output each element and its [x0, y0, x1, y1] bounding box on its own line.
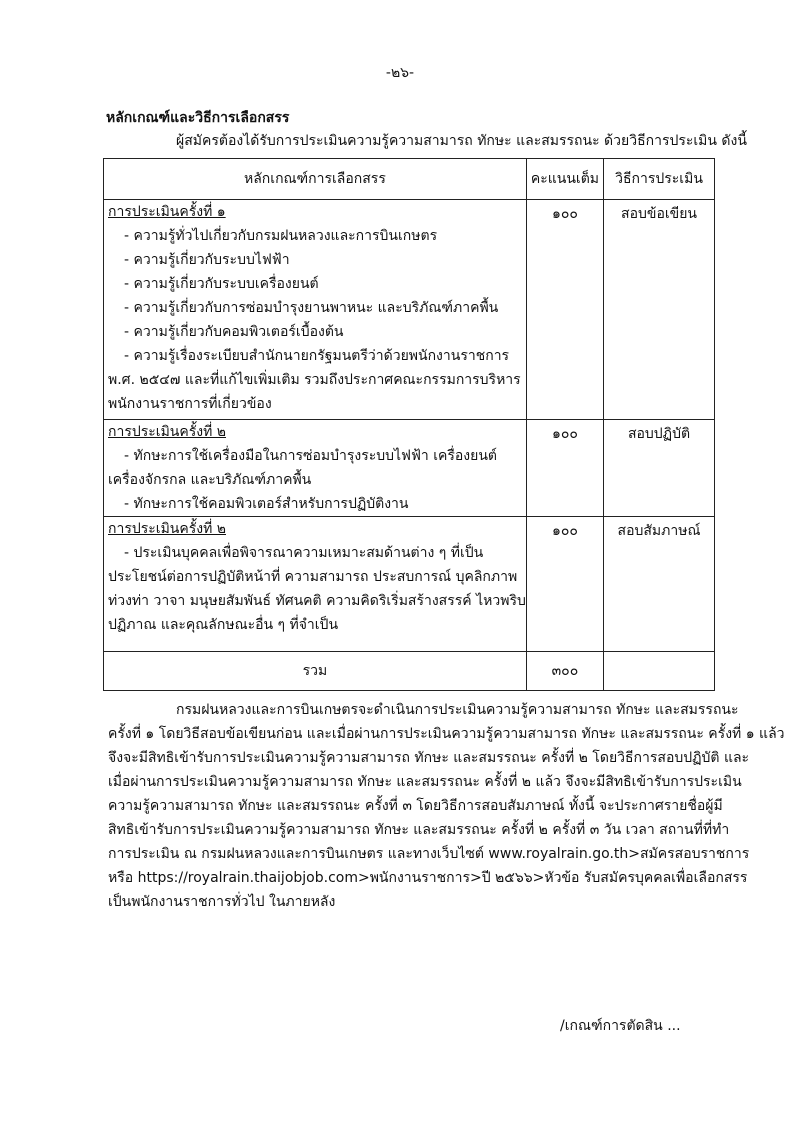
score-cell: ๑๐๐ [526, 517, 603, 652]
score-cell: ๑๐๐ [526, 420, 603, 517]
paragraph-line: การประเมิน ณ กรมฝนหลวงและการบินเกษตร และทางเว็บไซต์ www.royalrain.go.th>สมัครสอบราชการ [108, 846, 750, 862]
continuation-note: /เกณฑ์การตัดสิน ... [560, 1018, 681, 1034]
row-line: - ความรู้เรื่องระเบียบสำนักนายกรัฐมนตรีว่าด้วยพนักงานราชการ [124, 348, 510, 364]
criteria-cell [104, 517, 527, 652]
row-line: - ทักษะการใช้เครื่องมือในการซ่อมบำรุงระบบไฟฟ้า เครื่องยนต์ [124, 448, 497, 464]
intro-text: ผู้สมัครต้องได้รับการประเมินความรู้ความสามารถ ทักษะ และสมรรถนะ ด้วยวิธีการประเมิน ดังนี้ [176, 133, 747, 149]
paragraph-line: ครั้งที่ ๑ โดยวิธีสอบข้อเขียนก่อน และเมื่อผ่านการประเมินความรู้ความสามารถ ทักษะ และสมรรถนะ ครั้งที่ ๑ แล้ว [108, 726, 785, 742]
table-row [104, 420, 715, 517]
row-line: - ทักษะการใช้คอมพิวเตอร์สำหรับการปฏิบัติงาน [124, 496, 409, 512]
row-line: เครื่องจักรกล และบริภัณฑ์ภาคพื้น [108, 472, 312, 488]
paragraph-line: สิทธิเข้ารับการประเมินความรู้ความสามารถ ทักษะ และสมรรถนะ ครั้งที่ ๒ ครั้งที่ ๓ วัน เวลา สถานที่ที่ทำ [108, 822, 730, 838]
header-method: วิธีการประเมิน [604, 159, 715, 200]
page-number: -๒๖- [385, 65, 415, 81]
row-line: ประโยชน์ต่อการปฏิบัติหน้าที่ ความสามารถ ประสบการณ์ บุคลิกภาพ [108, 569, 518, 585]
row-line: - ความรู้เกี่ยวกับคอมพิวเตอร์เบื้องต้น [124, 324, 344, 340]
row-line: ท่วงท่า วาจา มนุษยสัมพันธ์ ทัศนคติ ความคิดริเริ่มสร้างสรรค์ ไหวพริบ [108, 593, 526, 609]
row-line: - ความรู้เกี่ยวกับระบบเครื่องยนต์ [124, 276, 319, 292]
paragraph-line: กรมฝนหลวงและการบินเกษตรจะดำเนินการประเมินความรู้ความสามารถ ทักษะ และสมรรถนะ [176, 702, 739, 718]
paragraph-line: จึงจะมีสิทธิเข้ารับการประเมินความรู้ความสามารถ ทักษะ และสมรรถนะ ครั้งที่ ๒ โดยวิธีการสอบปฏิบัติ และ [108, 750, 750, 766]
row-line: - ความรู้เกี่ยวกับการซ่อมบำรุงยานพาหนะ และบริภัณฑ์ภาคพื้น [124, 300, 499, 316]
total-row [104, 652, 715, 691]
header-criteria: หลักเกณฑ์การเลือกสรร [104, 159, 527, 200]
header-score: คะแนนเต็ม [526, 159, 603, 200]
total-label: รวม [104, 652, 527, 691]
total-score: ๓๐๐ [526, 652, 603, 691]
table-header-row [104, 159, 715, 200]
criteria-table [103, 158, 715, 691]
total-method-empty [604, 652, 715, 691]
row-line: - ประเมินบุคคลเพื่อพิจารณาความเหมาะสมด้านต่าง ๆ ที่เป็น [124, 545, 484, 561]
table-row [104, 200, 715, 420]
row-title: การประเมินครั้งที่ ๒ [108, 424, 226, 440]
row-line: พนักงานราชการที่เกี่ยวข้อง [108, 396, 272, 412]
row-line: - ความรู้ทั่วไปเกี่ยวกับกรมฝนหลวงและการบินเกษตร [124, 228, 438, 244]
criteria-cell [104, 200, 527, 420]
row-title: การประเมินครั้งที่ ๒ [108, 521, 226, 537]
score-cell: ๑๐๐ [526, 200, 603, 420]
row-line: ปฏิภาณ และคุณลักษณะอื่น ๆ ที่จำเป็น [108, 617, 339, 633]
method-cell: สอบปฏิบัติ [604, 420, 715, 517]
section-heading: หลักเกณฑ์และวิธีการเลือกสรร [106, 110, 290, 126]
paragraph-line: หรือ https://royalrain.thaijobjob.com>พนักงานราชการ>ปี ๒๕๖๖>หัวข้อ รับสมัครบุคคลเพื่อเลือกสรร [108, 870, 748, 886]
row-line: พ.ศ. ๒๕๔๗ และที่แก้ไขเพิ่มเติม รวมถึงประกาศคณะกรรมการบริหาร [108, 372, 521, 388]
method-cell: สอบสัมภาษณ์ [604, 517, 715, 652]
criteria-cell [104, 420, 527, 517]
paragraph-line: เมื่อผ่านการประเมินความรู้ความสามารถ ทักษะ และสมรรถนะ ครั้งที่ ๒ แล้ว จึงจะมีสิทธิเข้ารับการประเมิน [108, 774, 742, 790]
method-cell: สอบข้อเขียน [604, 200, 715, 420]
row-line: - ความรู้เกี่ยวกับระบบไฟฟ้า [124, 252, 290, 268]
row-title: การประเมินครั้งที่ ๑ [108, 204, 226, 220]
table-row [104, 517, 715, 652]
paragraph-line: เป็นพนักงานราชการทั่วไป ในภายหลัง [108, 894, 336, 910]
paragraph-line: ความรู้ความสามารถ ทักษะ และสมรรถนะ ครั้งที่ ๓ โดยวิธีการสอบสัมภาษณ์ ทั้งนี้ จะประกาศรายชื่อผู้มี [108, 798, 723, 814]
